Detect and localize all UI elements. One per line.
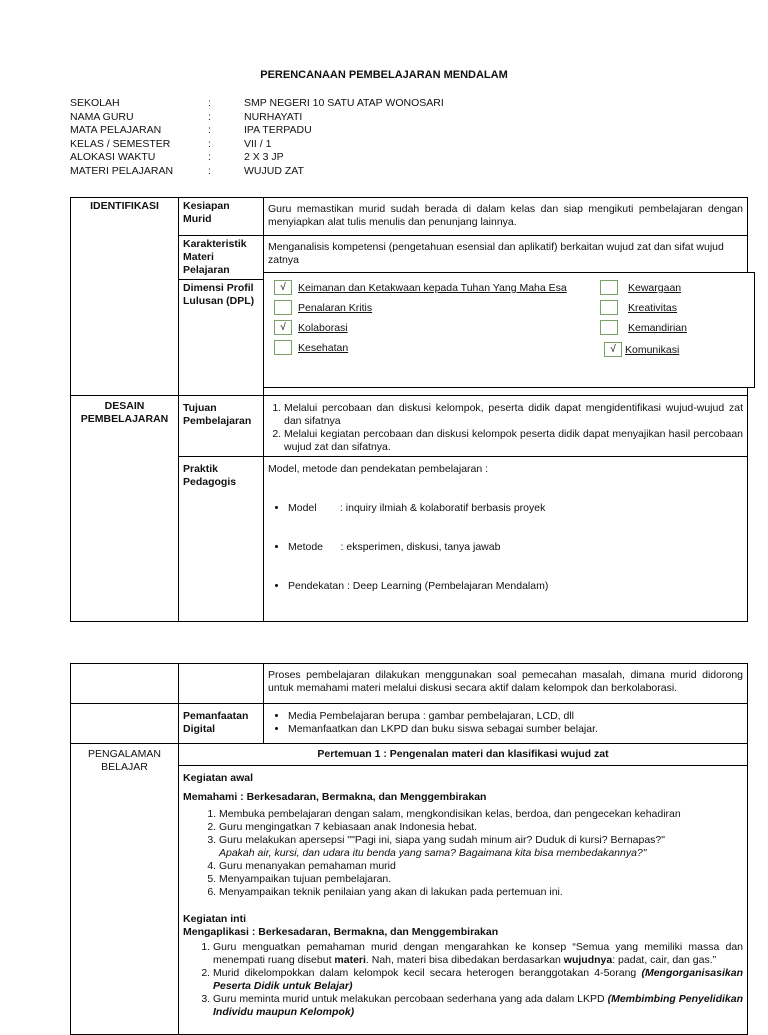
kesiapan-label: Kesiapan Murid xyxy=(179,198,264,236)
list-item: • Model : inquiry ilmiah & kolaboratif berbasis proyek xyxy=(288,502,743,515)
empty-cell xyxy=(179,664,264,704)
list-item: 5. Menyampaikan tujuan pembelajaran. xyxy=(219,873,743,886)
info-colon: : xyxy=(208,164,211,177)
dpl-item-label: Kreativitas xyxy=(628,301,678,314)
checkbox[interactable]: √ xyxy=(274,280,292,295)
praktik-intro: Model, metode dan pendekatan pembelajaran : xyxy=(268,463,489,475)
list-item: 2. Melalui kegiatan percobaan dan diskusi kelompok peserta didik dapat menyajikan hasil percobaan wujud zat dan sifatnya. xyxy=(284,428,743,454)
plan-table-1 xyxy=(70,197,748,622)
page-title: PERENCANAAN PEMBELAJARAN MENDALAM xyxy=(260,69,508,81)
praktik-label: Praktik Pedagogis xyxy=(179,457,264,622)
mengaplikasi-heading: Mengaplikasi : Berkesadaran, Bermakna, dan Menggembirakan xyxy=(183,926,499,938)
dpl-item-label: Kesehatan xyxy=(298,341,349,354)
checkbox[interactable] xyxy=(600,300,618,315)
checkbox[interactable] xyxy=(274,340,292,355)
identity-block xyxy=(70,97,444,178)
kegiatan-awal-heading: Kegiatan awal xyxy=(183,772,254,784)
tujuan-list-cell xyxy=(264,396,748,457)
kegiatan-inti-heading: Kegiatan inti xyxy=(183,913,247,925)
info-value: WUJUD ZAT xyxy=(244,164,304,177)
karakteristik-text: Menganalisis kompetensi (pengetahuan esensial dan aplikatif) berkaitan wujud zat dan sifat wujud zatnya xyxy=(264,236,748,280)
info-row xyxy=(70,111,444,125)
info-value: NURHAYATI xyxy=(244,110,303,123)
list-item xyxy=(219,834,743,860)
info-row xyxy=(70,151,444,165)
info-colon: : xyxy=(208,137,211,150)
text: . Nah, materi bisa dibedakan berdasarkan xyxy=(365,954,564,966)
apersepsi-text: Guru melakukan apersepsi ""Pagi ini, siapa yang sudah minum air? Duduk di kursi? Bernapas?" xyxy=(219,834,666,846)
karakteristik-label: Karakteristik Materi Pelajaran xyxy=(179,236,264,280)
digital-label: Pemanfaatan Digital xyxy=(179,704,264,744)
info-value: VII / 1 xyxy=(244,137,272,150)
text: Murid dikelompokkan dalam kelompok kecil secara heterogen beranggotakan 4-5orang xyxy=(213,967,642,979)
kegiatan-cell xyxy=(179,766,748,1035)
dpl-item xyxy=(600,300,677,315)
plan-table-2 xyxy=(70,663,748,1035)
dpl-label: Dimensi Profil Lulusan (DPL) xyxy=(179,280,264,396)
text-bold: wujudnya xyxy=(563,954,613,966)
digital-cell xyxy=(264,704,748,744)
dpl-item xyxy=(274,320,348,335)
digital-list xyxy=(268,710,743,736)
info-value: IPA TERPADU xyxy=(244,124,312,136)
identifikasi-cell: IDENTIFIKASI xyxy=(71,198,179,396)
list-item: 2. Guru mengingatkan 7 kebiasaan anak Indonesia hebat. xyxy=(219,821,743,834)
proses-text: Proses pembelajaran dilakukan menggunakan soal pemecahan masalah, dimana murid didorong untuk memahami materi melalui diskusi secara aktif dalam kelompok dan berkolaborasi. xyxy=(264,664,748,704)
checkbox[interactable] xyxy=(600,320,618,335)
pengalaman-cell: PENGALAMAN BELAJAR xyxy=(71,744,179,1035)
info-row xyxy=(70,165,444,179)
text: Guru meminta murid untuk melakukan percobaan sederhana yang ada dalam LKPD xyxy=(213,993,608,1005)
list-item: 1. Melalui percobaan dan diskusi kelompok, peserta didik dapat mengidentifikasi wujud-wujud zat dan sifatnya xyxy=(284,402,743,428)
dpl-item xyxy=(600,320,687,335)
text: Guru menguatkan pemahaman murid dengan mengarahkan ke konsep “Semua yang memiliki massa dan menempati ruang disebut xyxy=(213,941,743,966)
desain-cell: DESAIN PEMBELAJARAN xyxy=(71,396,179,622)
memahami-heading: Memahami : Berkesadaran, Bermakna, dan Menggembirakan xyxy=(183,791,487,803)
dpl-item xyxy=(274,280,567,295)
empty-cell xyxy=(71,704,179,744)
info-value: SMP NEGERI 10 SATU ATAP WONOSARI xyxy=(244,97,444,109)
text: : padat, cair, dan gas.” xyxy=(612,954,717,966)
info-value: 2 X 3 JP xyxy=(244,151,284,163)
dpl-item-label: Kewargaan xyxy=(628,281,682,294)
list-item: • Metode : eksperimen, diskusi, tanya jawab xyxy=(288,541,743,554)
info-row xyxy=(70,138,444,152)
text-bold-italic: (Membimbing Penyelidikan Individu maupun Kelompok) xyxy=(213,993,743,1018)
list-item: • Media Pembelajaran berupa : gambar pembelajaran, LCD, dll xyxy=(288,710,743,723)
praktik-list xyxy=(268,476,743,619)
info-label: ALOKASI WAKTU xyxy=(70,151,156,163)
text-bold-italic: (Mengorganisasikan Peserta Didik untuk Belajar) xyxy=(213,967,743,992)
praktik-cell xyxy=(264,457,748,622)
kegiatan-awal-list xyxy=(183,808,743,899)
kegiatan-inti-list xyxy=(183,941,743,1019)
list-item: 1. Membuka pembelajaran dengan salam, mengkondisikan kelas, berdoa, dan pengecekan kehadiran xyxy=(219,808,743,821)
tujuan-label: Tujuan Pembelajaran xyxy=(179,396,264,457)
dpl-item xyxy=(274,300,372,315)
info-label: KELAS / SEMESTER xyxy=(70,137,171,150)
info-label: NAMA GURU xyxy=(70,110,134,123)
dpl-item xyxy=(274,340,348,355)
info-label: SEKOLAH xyxy=(70,97,120,109)
list-item: • Pendekatan : Deep Learning (Pembelajaran Mendalam) xyxy=(288,580,743,593)
dpl-item xyxy=(600,280,681,295)
dpl-checklist xyxy=(263,272,755,388)
list-item xyxy=(213,941,743,967)
info-label: MATERI PELAJARAN xyxy=(70,164,174,177)
dpl-item xyxy=(604,342,679,357)
list-item: 6. Menyampaikan teknik penilaian yang akan di lakukan pada pertemuan ini. xyxy=(219,886,743,899)
list-item xyxy=(213,967,743,993)
empty-cell xyxy=(71,664,179,704)
dpl-item-label: Komunikasi xyxy=(625,343,680,356)
kesiapan-text: Guru memastikan murid sudah berada di dalam kelas dan siap mengikuti pembelajaran dengan menyiapkan alat tulis menulis dan penunjang lainnya. xyxy=(264,198,748,236)
info-row xyxy=(70,97,444,111)
checkbox[interactable]: √ xyxy=(274,320,292,335)
info-colon: : xyxy=(208,151,211,163)
info-colon: : xyxy=(208,110,211,123)
info-colon: : xyxy=(208,124,211,136)
list-item xyxy=(213,993,743,1019)
pertemuan-heading: Pertemuan 1 : Pengenalan materi dan klasifikasi wujud zat xyxy=(179,744,748,766)
dpl-item-label: Kemandirian xyxy=(628,321,687,334)
info-colon: : xyxy=(208,97,211,109)
list-item: • Memanfaatkan dan LKPD dan buku siswa sebagai sumber belajar. xyxy=(288,723,743,736)
text-bold: materi xyxy=(334,954,366,966)
info-label: MATA PELAJARAN xyxy=(70,124,162,136)
checkbox[interactable] xyxy=(274,300,292,315)
checkbox[interactable]: √ xyxy=(604,342,622,357)
checkbox[interactable] xyxy=(600,280,618,295)
info-row xyxy=(70,124,444,138)
tujuan-list xyxy=(268,402,743,454)
list-item: 4. Guru menanyakan pemahaman murid xyxy=(219,860,743,873)
dpl-item-label: Penalaran Kritis xyxy=(298,301,373,314)
apersepsi-question: Apakah air, kursi, dan udara itu benda yang sama? Bagaimana kita bisa membedakannya?" xyxy=(219,847,647,859)
dpl-item-label: Keimanan dan Ketakwaan kepada Tuhan Yang Maha Esa xyxy=(298,281,567,294)
dpl-item-label: Kolaborasi xyxy=(298,321,348,334)
